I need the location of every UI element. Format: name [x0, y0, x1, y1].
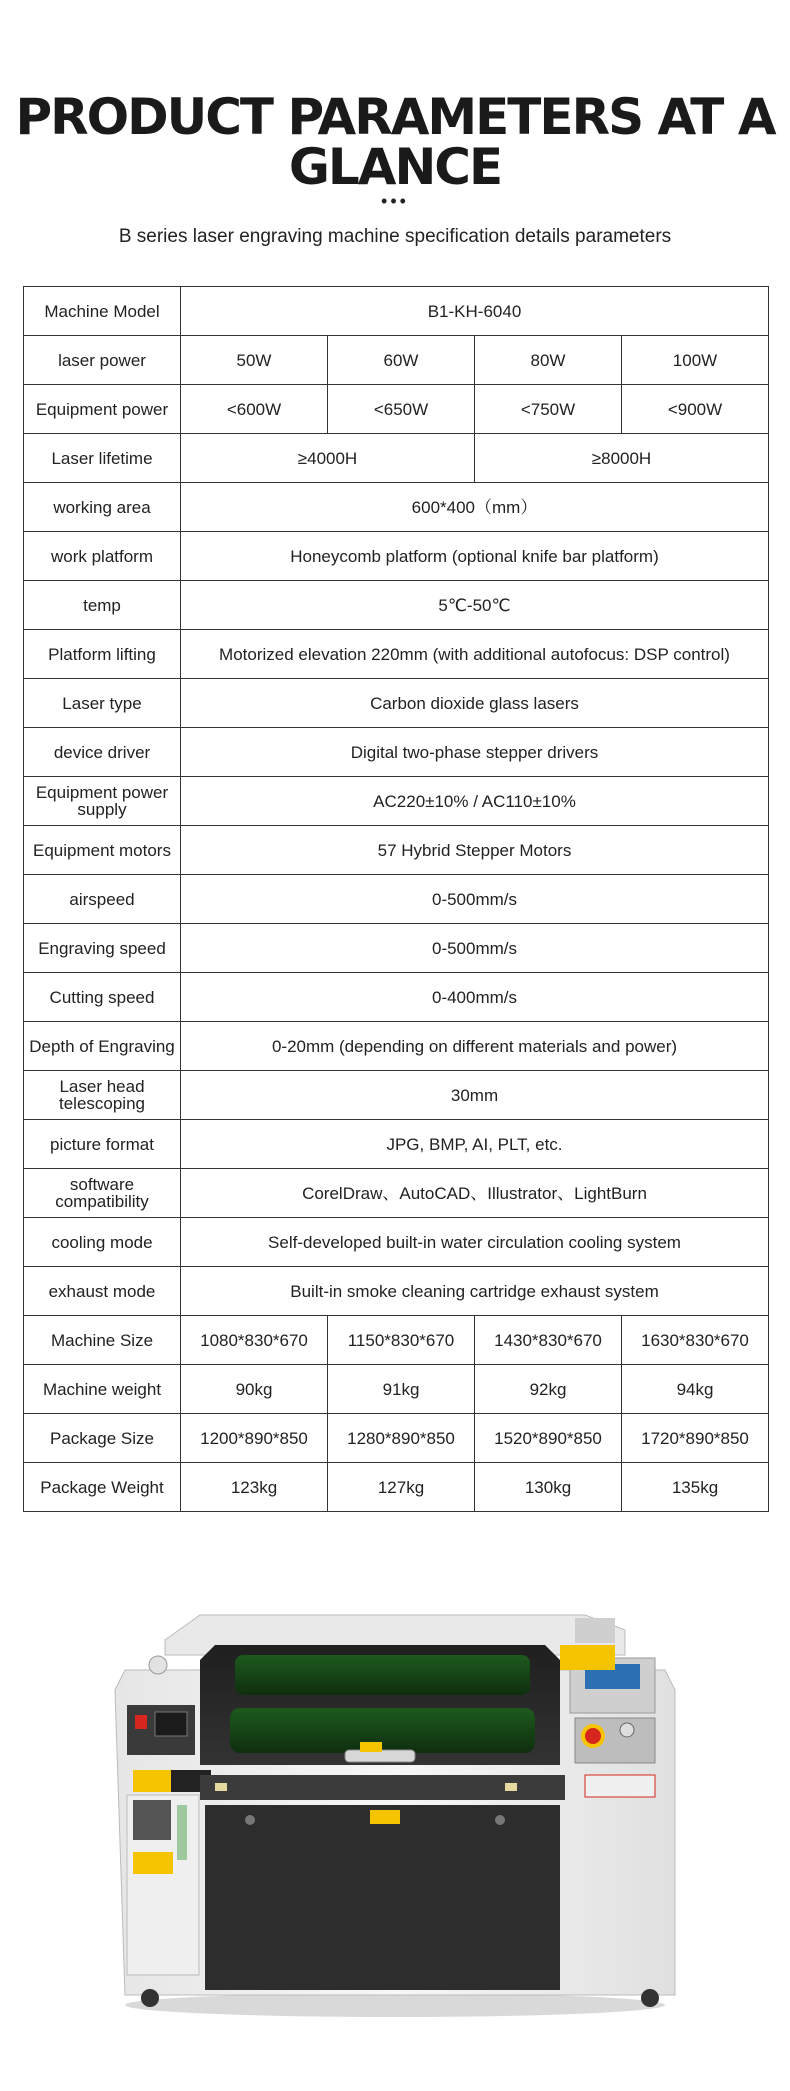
table-row-airspeed [24, 875, 769, 924]
row-value: 60W [328, 336, 475, 385]
door-warning-label [370, 1810, 400, 1824]
row-value: <900W [622, 385, 769, 434]
table-row-work-platform [24, 532, 769, 581]
row-value: <600W [181, 385, 328, 434]
row-label: cooling mode [24, 1218, 181, 1267]
row-value: CorelDraw、AutoCAD、Illustrator、LightBurn [181, 1169, 769, 1218]
row-label: Package Weight [24, 1463, 181, 1512]
row-value: 57 Hybrid Stepper Motors [181, 826, 769, 875]
row-value: 135kg [622, 1463, 769, 1512]
row-value: ≥4000H [181, 434, 475, 483]
table-row-power-supply [24, 777, 769, 826]
row-value: 94kg [622, 1365, 769, 1414]
row-label: airspeed [24, 875, 181, 924]
floor-shadow [125, 1993, 665, 2017]
row-value: 1280*890*850 [328, 1414, 475, 1463]
row-value: 0-20mm (depending on different materials and power) [181, 1022, 769, 1071]
page-title [0, 88, 790, 196]
table-row-working-area [24, 483, 769, 532]
row-label [24, 777, 181, 826]
lid-window-top [235, 1655, 530, 1695]
row-label: Depth of Engraving [24, 1022, 181, 1071]
estop-button [585, 1728, 601, 1744]
key-switch [620, 1723, 634, 1737]
status-light [149, 1656, 167, 1674]
row-value: 0-400mm/s [181, 973, 769, 1022]
rear-box [575, 1618, 615, 1643]
door-lock-right [495, 1815, 505, 1825]
row-label: temp [24, 581, 181, 630]
title-dots: ••• [381, 191, 409, 211]
table-row-device-driver [24, 728, 769, 777]
front-slot-right [505, 1783, 517, 1791]
lid-window-bottom [230, 1708, 535, 1753]
row-label: Package Size [24, 1414, 181, 1463]
row-label [24, 1169, 181, 1218]
right-warning-label [560, 1645, 615, 1670]
row-label: device driver [24, 728, 181, 777]
row-label: exhaust mode [24, 1267, 181, 1316]
row-label: picture format [24, 1120, 181, 1169]
row-label-line-2: compatibility [55, 1192, 149, 1211]
table-row-equipment-motors [24, 826, 769, 875]
row-label-line-1: Equipment power [35, 783, 169, 802]
wheel-left [141, 1989, 159, 2007]
table-row-laser-type [24, 679, 769, 728]
table-row-machine-model [24, 287, 769, 336]
row-label: working area [24, 483, 181, 532]
row-value: 91kg [328, 1365, 475, 1414]
table-row-equipment-power [24, 385, 769, 434]
lower-warning-label [133, 1852, 173, 1874]
page-subtitle: B series laser engraving machine specification details parameters [118, 226, 672, 247]
table-row-cooling-mode [24, 1218, 769, 1267]
table-row-laser-head [24, 1071, 769, 1120]
row-value: Motorized elevation 220mm (with additional autofocus: DSP control) [181, 630, 769, 679]
door-lock-left [245, 1815, 255, 1825]
table-row-package-size [24, 1414, 769, 1463]
row-value: 1150*830*670 [328, 1316, 475, 1365]
row-value: Digital two-phase stepper drivers [181, 728, 769, 777]
power-switch [135, 1715, 147, 1729]
row-value: AC220±10% / AC110±10% [181, 777, 769, 826]
row-label: Cutting speed [24, 973, 181, 1022]
row-value: 130kg [475, 1463, 622, 1512]
row-value: 1080*830*670 [181, 1316, 328, 1365]
exhaust-port [133, 1800, 171, 1840]
row-value: 1200*890*850 [181, 1414, 328, 1463]
row-value: <750W [475, 385, 622, 434]
row-value: 1720*890*850 [622, 1414, 769, 1463]
row-label: laser power [24, 336, 181, 385]
row-value: <650W [328, 385, 475, 434]
row-value: Self-developed built-in water circulation cooling system [181, 1218, 769, 1267]
row-value: 90kg [181, 1365, 328, 1414]
row-value: 1630*830*670 [622, 1316, 769, 1365]
table-row-engraving-speed [24, 924, 769, 973]
row-value: JPG, BMP, AI, PLT, etc. [181, 1120, 769, 1169]
row-value: 92kg [475, 1365, 622, 1414]
row-label: Equipment motors [24, 826, 181, 875]
row-value: 0-500mm/s [181, 875, 769, 924]
row-value: 0-500mm/s [181, 924, 769, 973]
row-value: 5℃-50℃ [181, 581, 769, 630]
row-value: 100W [622, 336, 769, 385]
row-value: 600*400（mm） [181, 483, 769, 532]
table-row-platform-lifting [24, 630, 769, 679]
row-label-line-2: supply [77, 800, 127, 819]
table-row-package-weight [24, 1463, 769, 1512]
water-gauge [177, 1805, 187, 1860]
laser-engraver-image [105, 1600, 685, 2020]
row-value: 1520*890*850 [475, 1414, 622, 1463]
wheel-right [641, 1989, 659, 2007]
table-row-picture-format [24, 1120, 769, 1169]
front-door [205, 1805, 560, 1990]
table-row-machine-size [24, 1316, 769, 1365]
right-caution-label [585, 1775, 655, 1797]
row-value: 1430*830*670 [475, 1316, 622, 1365]
page-title-line-1: PRODUCT PARAMETERS AT A [15, 88, 775, 146]
row-label: Laser lifetime [24, 434, 181, 483]
table-row-cutting-speed [24, 973, 769, 1022]
row-value: 80W [475, 336, 622, 385]
page-title-line-2: GLANCE [288, 138, 502, 196]
table-row-depth-of-engraving [24, 1022, 769, 1071]
row-value: ≥8000H [475, 434, 769, 483]
front-slot-left [215, 1783, 227, 1791]
table-row-exhaust-mode [24, 1267, 769, 1316]
table-row-laser-lifetime [24, 434, 769, 483]
row-value: Carbon dioxide glass lasers [181, 679, 769, 728]
table-row-software [24, 1169, 769, 1218]
row-label: Machine weight [24, 1365, 181, 1414]
row-value: 127kg [328, 1463, 475, 1512]
row-label-line-1: Laser head [59, 1077, 145, 1096]
row-value: 30mm [181, 1071, 769, 1120]
ammeter [155, 1712, 187, 1736]
row-label: work platform [24, 532, 181, 581]
row-label: Platform lifting [24, 630, 181, 679]
row-value: 123kg [181, 1463, 328, 1512]
row-label: Machine Size [24, 1316, 181, 1365]
row-label-line-1: software [69, 1175, 135, 1194]
table-row-laser-power [24, 336, 769, 385]
table-row-machine-weight [24, 1365, 769, 1414]
row-label: Laser type [24, 679, 181, 728]
row-value: Built-in smoke cleaning cartridge exhaust system [181, 1267, 769, 1316]
row-value: B1-KH-6040 [181, 287, 769, 336]
row-value: 50W [181, 336, 328, 385]
row-value: Honeycomb platform (optional knife bar platform) [181, 532, 769, 581]
row-label: Equipment power [24, 385, 181, 434]
left-label [133, 1770, 173, 1792]
row-label-line-2: telescoping [58, 1094, 145, 1113]
lid-warning-label [360, 1742, 382, 1752]
row-label: Machine Model [24, 287, 181, 336]
table-row-temp [24, 581, 769, 630]
row-label [24, 1071, 181, 1120]
row-label: Engraving speed [24, 924, 181, 973]
spec-table [23, 286, 769, 1512]
